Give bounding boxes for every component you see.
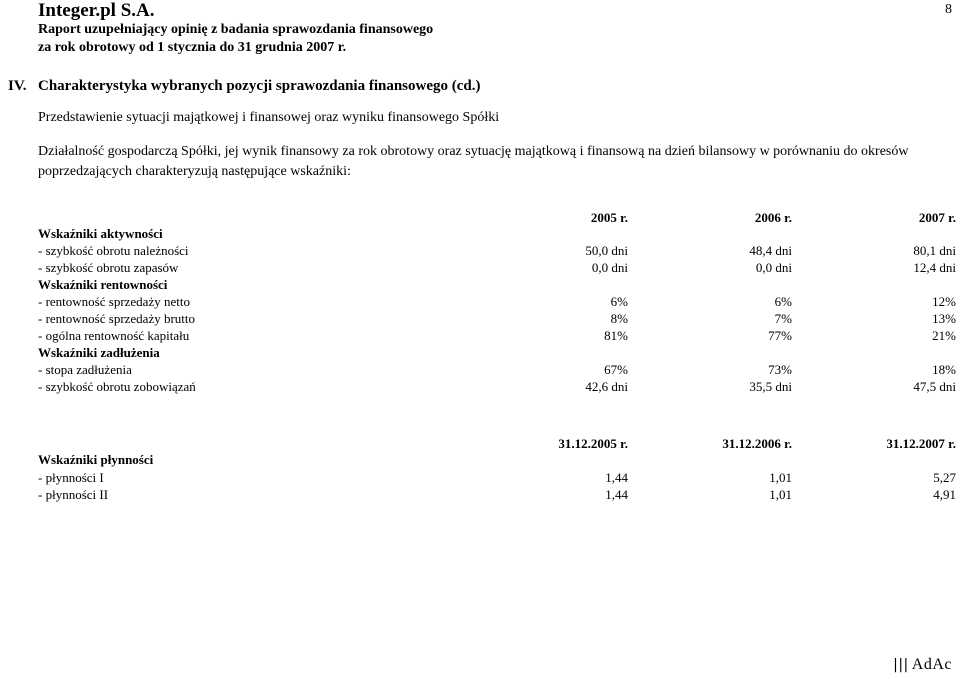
table1-col-2005: 2005 r. [590, 210, 628, 225]
cell-value: 47,5 dni [913, 379, 956, 394]
table2-col-2006: 31.12.2006 r. [722, 436, 792, 451]
report-title-line2: za rok obrotowy od 1 stycznia do 31 grudnia 2007 r. [38, 40, 347, 55]
cell-value: 8% [610, 311, 628, 326]
cell-value: 0,0 dni [591, 260, 628, 275]
cell-value: 81% [604, 328, 628, 343]
row-label: - rentowność sprzedaży brutto [38, 311, 196, 326]
cell-value: 67% [604, 362, 628, 377]
cell-value: 73% [768, 362, 792, 377]
cell-value: 35,5 dni [749, 379, 792, 394]
group-label: Wskaźniki aktywności [38, 226, 163, 241]
cell-value: 18% [932, 362, 956, 377]
adac-logo [893, 656, 952, 674]
row-label: - szybkość obrotu zapasów [38, 260, 179, 275]
table1-col-2007: 2007 r. [918, 210, 956, 225]
cell-value: 7% [774, 311, 792, 326]
row-label: - szybkość obrotu należności [38, 243, 189, 258]
group-label: Wskaźniki płynności [38, 452, 154, 467]
cell-value: 4,91 [933, 487, 956, 502]
cell-value: 1,01 [769, 487, 792, 502]
row-label: - płynności II [38, 487, 109, 502]
section-number: IV. [8, 78, 27, 94]
table2-col-2007: 31.12.2007 r. [886, 436, 956, 451]
cell-value: 13% [932, 311, 956, 326]
row-label: - płynności I [38, 470, 104, 485]
row-label: - szybkość obrotu zobowiązań [38, 379, 196, 394]
company-name: Integer.pl S.A. [38, 0, 155, 21]
cell-value: 1,01 [769, 470, 792, 485]
logo-text: AdAc [911, 656, 952, 673]
group-label: Wskaźniki zadłużenia [38, 345, 160, 360]
group-label: Wskaźniki rentowności [38, 277, 168, 292]
page-number: 8 [945, 2, 952, 17]
cell-value: 6% [610, 294, 628, 309]
cell-value: 1,44 [605, 470, 628, 485]
cell-value: 0,0 dni [755, 260, 792, 275]
cell-value: 1,44 [605, 487, 628, 502]
cell-value: 12,4 dni [913, 260, 956, 275]
row-label: - ogólna rentowność kapitału [38, 328, 190, 343]
row-label: - stopa zadłużenia [38, 362, 132, 377]
cell-value: 77% [768, 328, 792, 343]
cell-value: 12% [932, 294, 956, 309]
logo-bars-icon: ||| [893, 657, 909, 673]
table2-col-2005: 31.12.2005 r. [558, 436, 628, 451]
cell-value: 6% [774, 294, 792, 309]
row-label: - rentowność sprzedaży netto [38, 294, 190, 309]
table1-col-2006: 2006 r. [754, 210, 792, 225]
cell-value: 48,4 dni [749, 243, 792, 258]
section-title: Charakterystyka wybranych pozycji sprawozdania finansowego (cd.) [38, 78, 481, 94]
cell-value: 80,1 dni [913, 243, 956, 258]
cell-value: 50,0 dni [585, 243, 628, 258]
cell-value: 42,6 dni [585, 379, 628, 394]
report-title-line1: Raport uzupełniający opinię z badania sprawozdania finansowego [38, 22, 434, 37]
intro-heading: Przedstawienie sytuacji majątkowej i finansowej oraz wyniku finansowego Spółki [38, 110, 500, 125]
cell-value: 5,27 [933, 470, 956, 485]
cell-value: 21% [932, 328, 956, 343]
intro-paragraph: Działalność gospodarczą Spółki, jej wynik finansowy za rok obrotowy oraz sytuację majątkową i finansową na dzień bilansowy w porównaniu do okresów poprzedzających charakteryzują następujące wskaźniki: [38, 144, 909, 179]
